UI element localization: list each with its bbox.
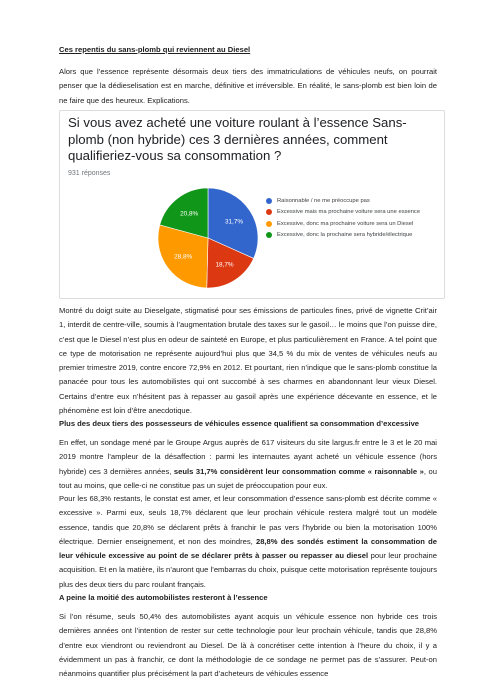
results-text-end: pour leur prochaine acquisition. Et en la matière, ils n’auront que l’embarras du choix, puisque cette motorisation représente toujours plus des deux tiers du parc roulant français. — [59, 551, 437, 589]
survey-text-end: , ou tout au moins, que celle-ci ne constitue pas un sujet de préoccupation pour eux. — [59, 466, 437, 490]
pie-slice-label-1: 31,7% — [224, 218, 244, 226]
survey-text-highlight: seuls 31,7% considèrent leur consommation comme « raisonnable » — [173, 466, 424, 476]
chart-legend — [266, 197, 436, 243]
pie-chart — [156, 186, 260, 290]
context-paragraph: Montré du doigt suite au Dieselgate, stigmatisé pour ses émissions de particules fines, privé de vignette Crit’air 1, interdit de centre-ville, soumis à l’augmentation brutale des taxes sur le gasoil… le moins que l’on puisse dire, c’est que le Diesel n’est plus en odeur de sainteté en Europe, et plus particulièrement en France. A tel point que ce type de motorisation ne représente aujourd’hui plus que 34,5 % du mix de ventes de véhicules neufs au premier trimestre 2019, contre encore 72,9% en 2012. Et pourtant, rien n’indique que le sans-plomb constitue la panacée pour tous les automobilistes qui ont succombé à ses charmes en abandonnant leur vieux Diesel. Certains d’entre eux n’hésitent pas à repasser au gasoil après une expérience décevante en essence, et le phénomène est loin d’être anecdotique. — [59, 306, 437, 416]
survey-paragraph — [59, 436, 437, 493]
legend-swatch — [266, 221, 272, 227]
results-text-start: Pour les 68,3% restants, le constat est amer, et leur consommation d’essence sans-plomb est décrite comme « excessive ». Parmi eux, seuls 18,7% déclarent que leur prochain véhicule restera malgré tout un modèle essence, tandis que 20,8% se déclarent prêts à franchir le pas vers l’hybride ou bien la motorisation 100% électrique. Dernier enseignement, et non des moindres, — [59, 494, 437, 546]
section-heading-consumption: Plus des deux tiers des possesseurs de véhicules essence qualifient sa consommation d’excessive — [59, 419, 420, 428]
legend-label: Excessive mais ma prochaine voiture sera une essence — [277, 209, 421, 216]
legend-item — [266, 208, 436, 216]
pie-slice-label-4: 20,8% — [180, 210, 199, 218]
intro-paragraph: Alors que l’essence représente désormais deux tiers des immatriculations de véhicules neufs, on pourrait penser que la dédieselisation est en marche, définitive et irréversible. En réalité, le sans-plomb est bien loin de ne faire que des heureux. Explications. — [59, 67, 437, 105]
legend-item — [266, 220, 436, 228]
results-paragraph — [59, 492, 437, 592]
survey-chart-card — [59, 110, 445, 299]
legend-swatch — [266, 198, 272, 204]
survey-text-start: En effet, un sondage mené par le Groupe Argus auprès de 617 visiteurs du site largus.fr entre le 3 et le 20 mai 2019 montre l’ampleur de la désaffection : parmi les internautes ayant acheté un véhicule essence (hors hybride) ces 3 dernières années, — [59, 438, 437, 476]
pie-slice-label-2: 18,7% — [215, 261, 234, 269]
results-text-highlight: 28,8% des sondés estiment la consommation de leur véhicule excessive au point de se déclarer prêts à passer ou repasser au diesel — [59, 536, 437, 561]
chart-title: Si vous avez acheté une voiture roulant à l’essence Sans-plomb (non hybride) ces 3 dernières années, comment qualifieriez-vous sa consommation ? — [68, 115, 407, 163]
pie-slice-label-3: 28,8% — [174, 253, 193, 261]
article-heading: Ces repentis du sans-plomb qui reviennent au Diesel — [59, 45, 251, 54]
response-count: 931 réponses — [68, 170, 111, 177]
legend-swatch — [266, 232, 272, 238]
legend-item — [266, 231, 436, 239]
legend-item — [266, 197, 436, 205]
summary-paragraph: Si l’on résume, seuls 50,4% des automobilistes ayant acquis un véhicule essence non hybride ces trois dernières années ont l’intention de rester sur cette technologie pour leur prochain véhicule, tandis que 28,8% d’entre eux viendront ou reviendront au Diesel. De là à concrétiser cette intention à l’heure du choix, il y a évidemment un pas à franchir, ce dont la méthodologie de ce sondage ne permet pas de s’assurer. Peut-on néanmoins quantifier plus précisément la part d’acheteurs de véhicules essence — [59, 612, 437, 679]
legend-label: Raisonnable / ne me préoccupe pas — [277, 198, 370, 204]
legend-swatch — [266, 209, 272, 215]
section-heading-half: A peine la moitié des automobilistes resteront à l’essence — [59, 593, 268, 602]
legend-label: Excessive, donc ma prochaine voiture sera un Diesel — [277, 220, 414, 227]
legend-label: Excessive, donc la prochaine sera hybride/électrique — [277, 232, 413, 239]
